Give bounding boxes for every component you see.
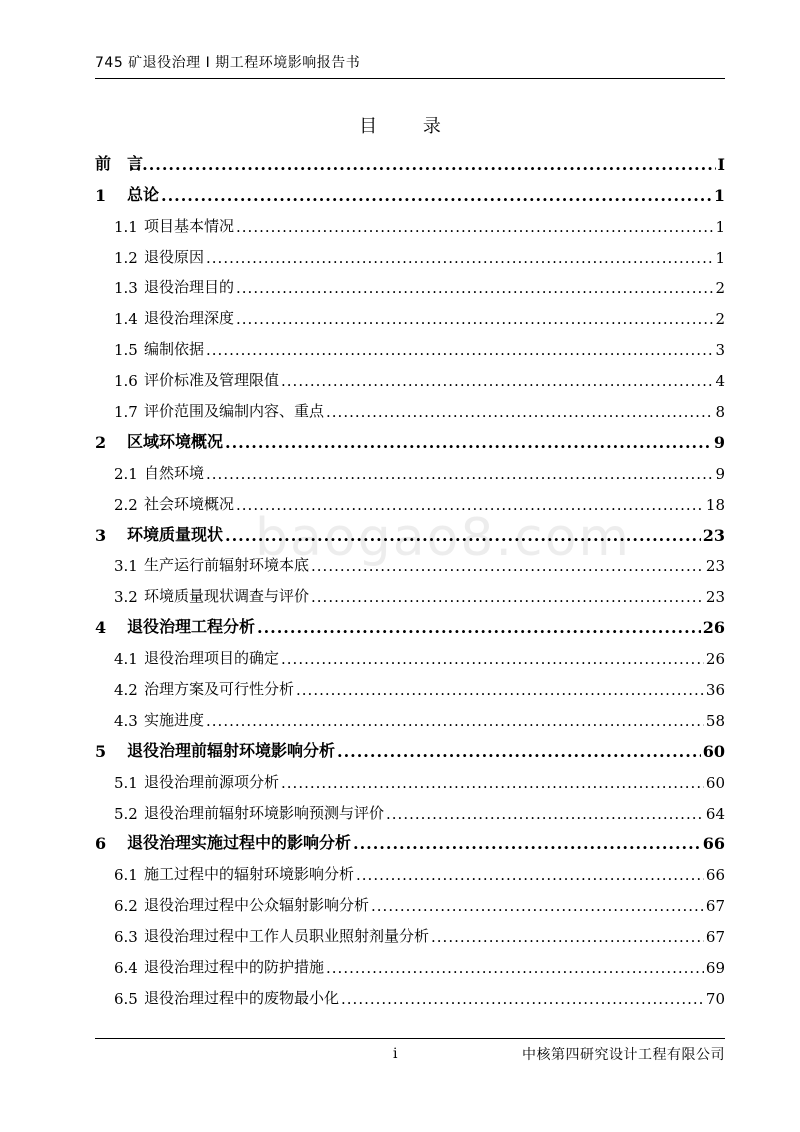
toc-entry-title: 评价标准及管理限值	[144, 371, 280, 390]
toc-entry-number: 3.2	[114, 588, 138, 607]
page-header: 745 矿退役治理 I 期工程环境影响报告书	[95, 55, 361, 71]
toc-entry-number: 1.1	[114, 217, 138, 236]
toc-entry-title: 自然环境	[144, 463, 205, 482]
toc-leader-dots	[206, 341, 713, 359]
toc-entry-number: 1.7	[114, 403, 138, 422]
toc-entry-number: 4.1	[114, 650, 138, 669]
toc-entry-page: 26	[702, 618, 725, 638]
toc-entry-number: 2.1	[114, 464, 138, 483]
toc-leader-dots	[353, 834, 701, 853]
toc-entry[interactable]	[95, 456, 725, 487]
toc-entry-number: 2	[95, 432, 107, 452]
toc-leader-dots	[206, 712, 704, 730]
toc-entry-page: 58	[705, 711, 725, 730]
toc-entry-page: 1	[715, 217, 725, 236]
toc-entry-page: 18	[705, 495, 725, 514]
toc-entry-number: 2.2	[114, 495, 138, 514]
toc-entry-title: 退役治理过程中的废物最小化	[144, 988, 340, 1007]
toc-leader-dots	[371, 897, 704, 915]
toc-entry-title: 退役治理过程中的防护措施	[144, 958, 325, 977]
toc-entry-page: 9	[713, 432, 725, 452]
toc-entry-number: 3.1	[114, 557, 138, 576]
toc-entry[interactable]	[95, 919, 725, 950]
toc-entry-number: 4.3	[114, 711, 138, 730]
toc-entry-page: 1	[715, 248, 725, 267]
toc-leader-dots	[281, 774, 704, 792]
toc-leader-dots	[311, 557, 704, 575]
toc-entry[interactable]	[95, 641, 725, 672]
toc-entry[interactable]	[95, 240, 725, 271]
toc-entry-page: 70	[705, 989, 725, 1008]
toc-entry-title: 退役治理前源项分析	[144, 772, 280, 791]
toc-entry-title: 退役原因	[144, 247, 205, 266]
toc-leader-dots	[311, 588, 704, 606]
toc-entry-number: 1.4	[114, 310, 138, 329]
footer-page-number: i	[393, 1046, 398, 1062]
toc-entry-page: 69	[705, 959, 725, 978]
toc-leader-dots	[341, 990, 704, 1008]
toc-entry-page: 60	[705, 773, 725, 792]
toc-entry-page: 23	[702, 525, 725, 545]
toc-entry-number: 6.3	[114, 928, 138, 947]
toc-leader-dots	[296, 681, 704, 699]
footer-company: 中核第四研究设计工程有限公司	[522, 1047, 725, 1063]
toc-entry-page: 23	[705, 588, 725, 607]
table-of-contents	[95, 147, 725, 1012]
toc-entry[interactable]	[95, 672, 725, 703]
toc-entry-number: 6.4	[114, 959, 138, 978]
toc-leader-dots	[281, 650, 704, 668]
toc-entry-number: 5	[95, 741, 107, 761]
toc-entry-page: 64	[705, 804, 725, 823]
toc-leader-dots	[161, 186, 712, 205]
toc-leader-dots	[206, 249, 713, 267]
toc-entry-title: 退役治理目的	[144, 278, 235, 297]
toc-entry-title: 治理方案及可行性分析	[144, 680, 295, 699]
toc-entry[interactable]	[95, 394, 725, 425]
toc-leader-dots	[337, 742, 701, 761]
toc-entry-title: 退役治理项目的确定	[144, 649, 280, 668]
toc-entry-title: 生产运行前辐射环境本底	[144, 556, 310, 575]
toc-entry-number: 6.5	[114, 989, 138, 1008]
toc-entry-title: 退役治理实施过程中的影响分析	[127, 833, 352, 853]
toc-leader-dots	[236, 496, 704, 514]
toc-entry[interactable]	[95, 487, 725, 518]
toc-entry[interactable]	[95, 610, 725, 641]
toc-entry-title: 实施进度	[144, 710, 205, 729]
toc-entry[interactable]	[95, 888, 725, 919]
toc-entry[interactable]	[95, 425, 725, 456]
toc-entry-title: 总论	[127, 184, 160, 204]
toc-entry[interactable]	[95, 271, 725, 302]
toc-entry-number: 4	[95, 618, 107, 638]
toc-entry-page: 9	[715, 464, 725, 483]
toc-entry[interactable]	[95, 363, 725, 394]
toc-entry-page: 8	[715, 403, 725, 422]
toc-entry-page: 23	[705, 557, 725, 576]
toc-entry-number: 5.1	[114, 773, 138, 792]
toc-entry-page: 36	[705, 681, 725, 700]
toc-entry-page: 2	[715, 310, 725, 329]
toc-entry[interactable]	[95, 178, 725, 209]
toc-leader-dots	[206, 465, 713, 483]
toc-entry[interactable]	[95, 579, 725, 610]
toc-entry-page: 66	[702, 834, 725, 854]
toc-entry-page: 26	[705, 650, 725, 669]
toc-entry[interactable]	[95, 734, 725, 765]
toc-entry-number: 1.3	[114, 279, 138, 298]
toc-leader-dots	[431, 928, 704, 946]
toc-entry[interactable]	[95, 147, 725, 178]
toc-entry-title: 退役治理过程中公众辐射影响分析	[144, 896, 370, 915]
toc-entry-page: 67	[705, 928, 725, 947]
toc-entry-title: 环境质量现状调查与评价	[144, 587, 310, 606]
toc-title: 目 录	[359, 116, 461, 137]
toc-entry-title: 施工过程中的辐射环境影响分析	[144, 865, 355, 884]
toc-leader-dots	[326, 403, 713, 421]
toc-leader-dots	[386, 805, 704, 823]
toc-leader-dots	[225, 433, 712, 452]
toc-entry-page: 2	[715, 279, 725, 298]
toc-entry[interactable]	[95, 549, 725, 580]
toc-leader-dots	[281, 372, 713, 390]
toc-entry[interactable]	[95, 950, 725, 981]
toc-leader-dots	[326, 959, 704, 977]
toc-entry[interactable]	[95, 827, 725, 858]
toc-entry-page: I	[717, 154, 725, 174]
toc-entry-number: 前 言	[95, 153, 144, 173]
toc-entry-number: 1.6	[114, 372, 138, 391]
toc-entry-page: 4	[715, 372, 725, 391]
footer-divider	[95, 1038, 725, 1039]
toc-entry-title: 评价范围及编制内容、重点	[144, 402, 325, 421]
toc-entry[interactable]	[95, 796, 725, 827]
toc-entry-title: 退役治理深度	[144, 309, 235, 328]
toc-entry-page: 66	[705, 866, 725, 885]
toc-entry[interactable]	[95, 518, 725, 549]
toc-entry-page: 60	[702, 741, 725, 761]
toc-entry-number: 6	[95, 834, 107, 854]
toc-leader-dots	[236, 279, 713, 297]
toc-entry-page: 1	[713, 185, 725, 205]
toc-entry[interactable]	[95, 332, 725, 363]
toc-entry[interactable]	[95, 981, 725, 1012]
toc-entry-number: 1.5	[114, 341, 138, 360]
toc-entry-title: 环境质量现状	[127, 524, 224, 544]
toc-entry-number: 3	[95, 525, 107, 545]
toc-entry[interactable]	[95, 765, 725, 796]
toc-entry[interactable]	[95, 857, 725, 888]
toc-entry-number: 6.1	[114, 866, 138, 885]
toc-entry-title: 退役治理工程分析	[127, 617, 256, 637]
watermark: baogao8.com	[255, 508, 632, 568]
toc-entry-page: 3	[715, 341, 725, 360]
toc-entry-title: 社会环境概况	[144, 494, 235, 513]
toc-entry-page: 67	[705, 897, 725, 916]
toc-entry-title: 退役治理前辐射环境影响预测与评价	[144, 803, 385, 822]
toc-entry-number: 4.2	[114, 681, 138, 700]
toc-leader-dots	[236, 218, 713, 236]
toc-entry[interactable]	[95, 703, 725, 734]
toc-entry-number: 1.2	[114, 248, 138, 267]
toc-entry-number: 5.2	[114, 804, 138, 823]
toc-entry[interactable]	[95, 209, 725, 240]
toc-entry-title: 退役治理过程中工作人员职业照射剂量分析	[144, 927, 430, 946]
toc-entry-number: 6.2	[114, 897, 138, 916]
toc-leader-dots	[356, 866, 704, 884]
toc-entry[interactable]	[95, 301, 725, 332]
header-divider	[95, 78, 725, 79]
toc-leader-dots	[129, 155, 716, 174]
toc-entry-number: 1	[95, 185, 107, 205]
toc-leader-dots	[257, 618, 701, 637]
toc-entry-title: 编制依据	[144, 340, 205, 359]
toc-leader-dots	[225, 526, 701, 545]
toc-leader-dots	[236, 310, 713, 328]
toc-entry-title: 退役治理前辐射环境影响分析	[127, 740, 336, 760]
toc-entry-title: 区域环境概况	[127, 431, 224, 451]
toc-entry-title: 项目基本情况	[144, 216, 235, 235]
